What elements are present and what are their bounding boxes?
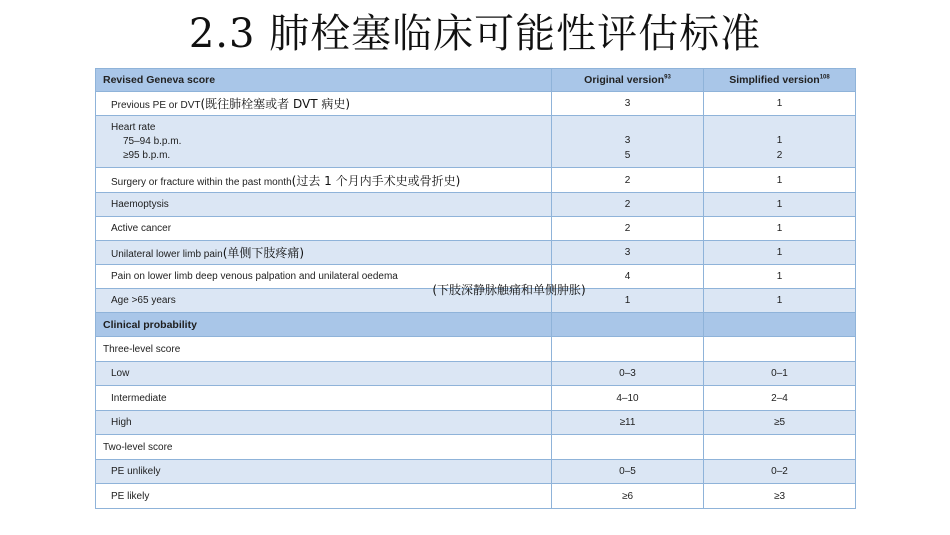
row-low <box>96 362 856 386</box>
row-heart-rate <box>96 116 856 168</box>
simplified-score: 0–2 <box>704 460 856 484</box>
overlay-chinese-note: (下肢深静脉触痛和单侧肿胀) <box>432 283 586 297</box>
chinese-note: (既往肺栓塞或者 DVT 病史) <box>200 97 351 111</box>
header-revised-geneva: Revised Geneva score <box>96 69 552 92</box>
row-label: Low <box>96 362 552 386</box>
row-lower-limb-pain <box>96 241 856 265</box>
original-score: 4–10 <box>552 386 704 411</box>
original-score: ≥11 <box>552 411 704 435</box>
original-score: 3 <box>552 92 704 116</box>
row-label: PE unlikely <box>96 460 552 484</box>
simplified-score: 1 2 <box>704 116 856 168</box>
original-score: 2 <box>552 217 704 241</box>
original-score: 2 <box>552 193 704 217</box>
row-pe-unlikely <box>96 460 856 484</box>
row-label: Previous PE or DVT(既往肺栓塞或者 DVT 病史) <box>96 92 552 116</box>
original-score: 4 <box>552 265 704 289</box>
row-pe-likely <box>96 484 856 509</box>
original-score: 3 <box>552 241 704 265</box>
row-label: PE likely <box>96 484 552 509</box>
simplified-score: 1 <box>704 168 856 193</box>
row-label: Heart rate 75–94 b.p.m. ≥95 b.p.m. <box>96 116 552 168</box>
simplified-score: 1 <box>704 92 856 116</box>
row-intermediate <box>96 386 856 411</box>
row-previous-pe <box>96 92 856 116</box>
simplified-score: 1 <box>704 241 856 265</box>
slide-title: 2.3 肺栓塞临床可能性评估标准 <box>188 11 762 57</box>
original-score: 3 5 <box>552 116 704 168</box>
header-original-version: Original version$^{93}$ <box>552 69 704 92</box>
table-header-row <box>96 69 856 92</box>
simplified-score: 1 <box>704 265 856 289</box>
subsection-heading: Three-level score <box>96 337 552 362</box>
original-score: ≥6 <box>552 484 704 509</box>
original-score: 0–5 <box>552 460 704 484</box>
header-simplified-version: Simplified version$^{108}$ <box>704 69 856 92</box>
row-label: Haemoptysis <box>96 193 552 217</box>
row-label: Surgery or fracture within the past month(过去 1 个月内手术史或骨折史) <box>96 168 552 193</box>
row-label: Unilateral lower limb pain(单侧下肢疼痛) <box>96 241 552 265</box>
simplified-score: 1 <box>704 289 856 313</box>
original-score: 0–3 <box>552 362 704 386</box>
simplified-score: 1 <box>704 217 856 241</box>
row-label: Pain on lower limb deep venous palpation and unilateral oedema <box>96 265 552 289</box>
row-surgery-fracture <box>96 168 856 193</box>
original-score: 2 <box>552 168 704 193</box>
row-active-cancer <box>96 217 856 241</box>
row-three-level-score <box>96 337 856 362</box>
simplified-score: ≥5 <box>704 411 856 435</box>
chinese-note: (单侧下肢疼痛) <box>222 246 305 260</box>
simplified-score: 2–4 <box>704 386 856 411</box>
row-two-level-score <box>96 435 856 460</box>
original-score: 1 <box>552 289 704 313</box>
chinese-note: (过去 1 个月内手术史或骨折史) <box>291 173 461 188</box>
row-label: Intermediate <box>96 386 552 411</box>
row-label: Age >65 years <box>96 289 552 313</box>
row-high <box>96 411 856 435</box>
simplified-score: ≥3 <box>704 484 856 509</box>
subsection-heading: Two-level score <box>96 435 552 460</box>
section-heading: Clinical probability <box>96 313 552 337</box>
row-haemoptysis <box>96 193 856 217</box>
row-label: Active cancer <box>96 217 552 241</box>
row-label: High <box>96 411 552 435</box>
simplified-score: 0–1 <box>704 362 856 386</box>
simplified-score: 1 <box>704 193 856 217</box>
clinical-probability-header <box>96 313 856 337</box>
